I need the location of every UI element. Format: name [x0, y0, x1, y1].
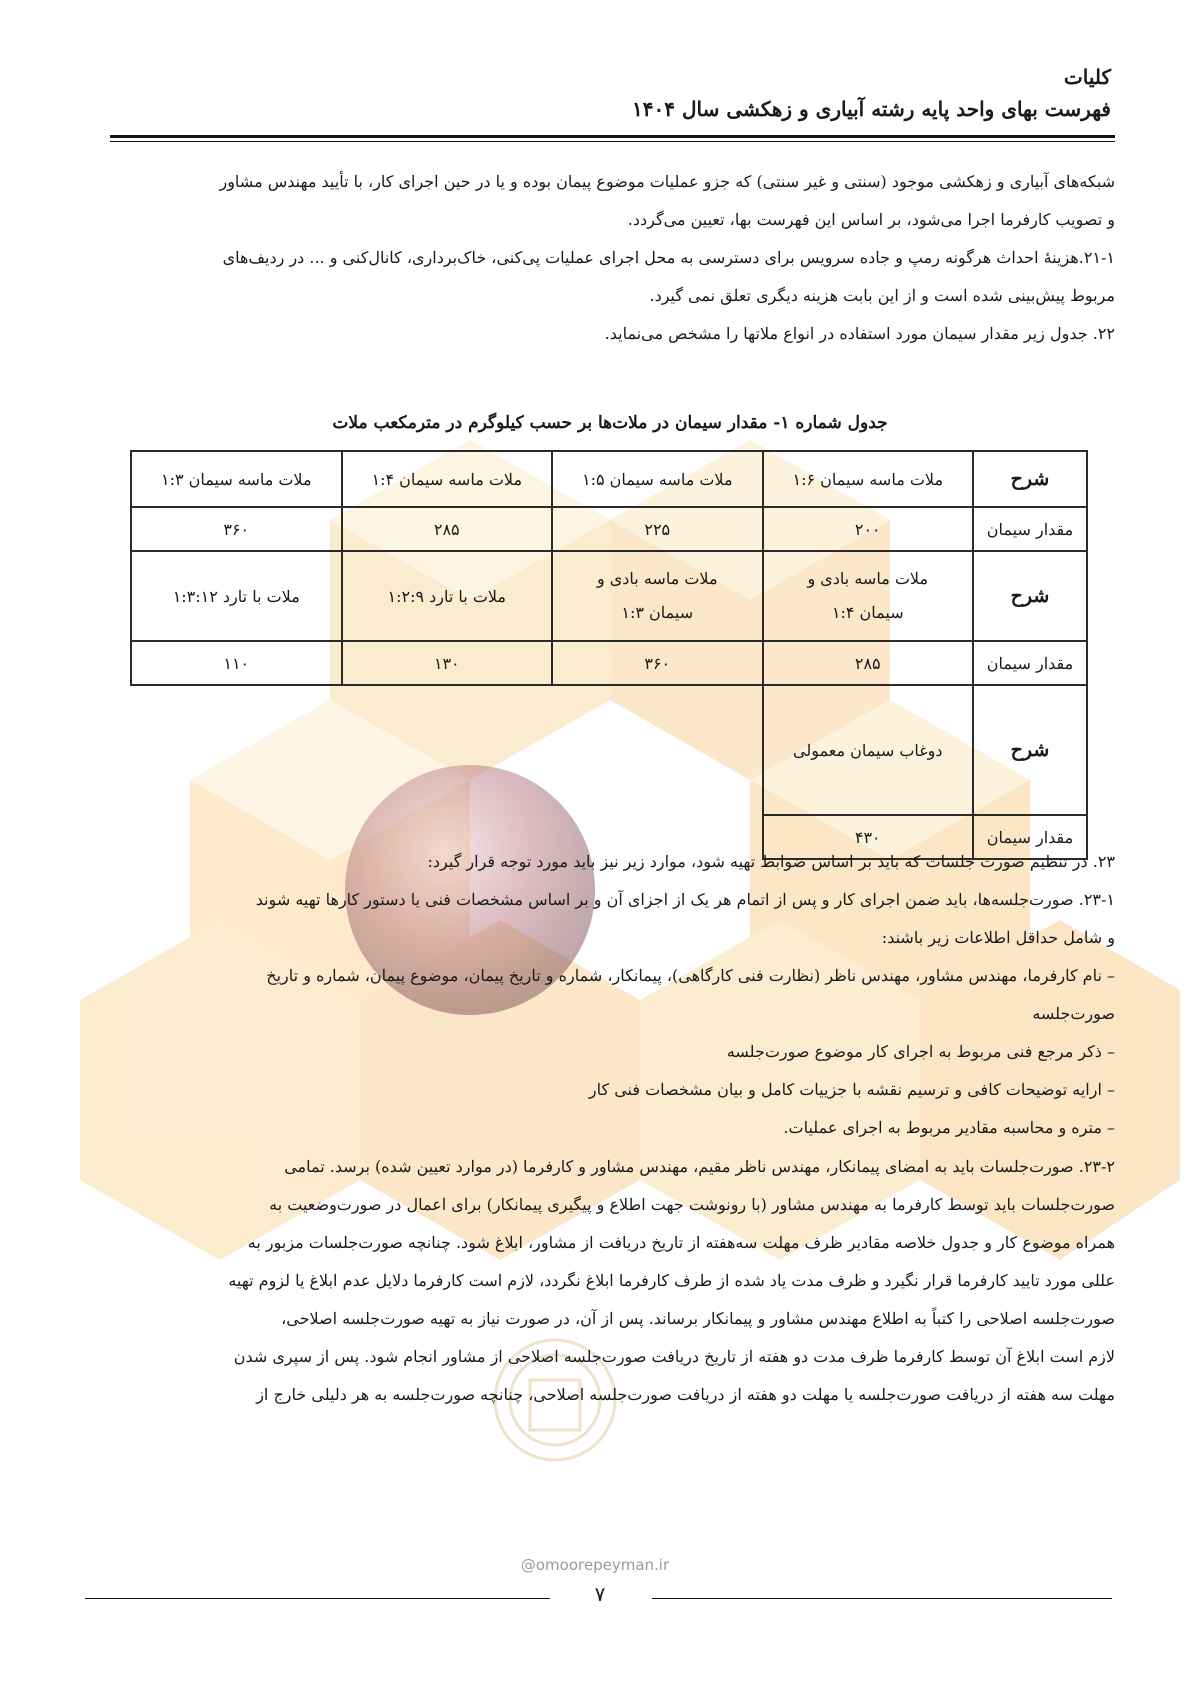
- text-line: و شامل حداقل اطلاعات زیر باشند:: [881, 928, 1115, 947]
- table-cell: ۳۶۰: [552, 641, 763, 685]
- table-cell: ۲۲۵: [552, 507, 763, 551]
- table-cell: ۳۶۰: [131, 507, 342, 551]
- footer-url: @omoorepeyman.ir: [520, 1556, 670, 1574]
- table-row: [131, 685, 1087, 815]
- text-line: ۲۳. در تنظیم صورت جلسات که باید بر اساس ضوابط تهیه شود، موارد زیر نیز باید مورد توجه قرار گیرد:: [427, 852, 1115, 871]
- table-row: [131, 641, 1087, 685]
- row-label-cement: مقدار سیمان: [973, 507, 1087, 551]
- row-label-description: شرح: [973, 551, 1087, 641]
- header-subtitle: فهرست بهای واحد پایه رشته آبیاری و زهکشی سال ۱۴۰۴: [632, 97, 1111, 121]
- cell-line: ملات ماسه بادی و: [596, 569, 718, 588]
- row-label-cement: مقدار سیمان: [973, 641, 1087, 685]
- text-line: صورت‌جلسه: [1032, 1004, 1115, 1023]
- row-label-description: شرح: [973, 685, 1087, 815]
- table-cell: ملات ماسه سیمان ۱:۵: [552, 451, 763, 507]
- page-header: [632, 62, 1111, 126]
- text-line: شبکه‌های آبیاری و زهکشی موجود (سنتی و غیر سنتی) که جزو عملیات موضوع پیمان بوده و یا در حین اجرای کار، با تأیید مهندس مشاور: [219, 172, 1115, 191]
- cell-line: سیمان ۱:۳: [621, 603, 694, 622]
- table-cell: [763, 551, 974, 641]
- table-cell: ۴۳۰: [763, 815, 974, 859]
- table-cell: ملات با تارد ۱:۳:۱۲: [131, 551, 342, 641]
- table-row: [131, 451, 1087, 507]
- text-line: – نام کارفرما، مهندس مشاور، مهندس ناظر (نظارت فنی کارگاهی)، پیمانکار، شماره و تاریخ پیمان، موضوع پیمان، شماره و تاریخ: [266, 966, 1115, 985]
- table-cell: ۲۸۵: [342, 507, 553, 551]
- text-line: و تصویب کارفرما اجرا می‌شود، بر اساس این فهرست بها، تعیین می‌گردد.: [627, 210, 1115, 229]
- text-line: مهلت سه هفته از دریافت صورت‌جلسه یا مهلت دو هفته از دریافت صورت‌جلسه اصلاحی، چنانچه صورت‌جلسه به هر دلیلی خارج از: [256, 1385, 1115, 1404]
- footer-rule-right: [652, 1598, 1112, 1599]
- text-line: ۲۳-۱. صورت‌جلسه‌ها، باید ضمن اجرای کار و پس از اتمام هر یک از اجزای آن و بر اساس مشخصات فنی یا دستور کارها تهیه شوند: [255, 890, 1115, 909]
- section-23-paragraph: [85, 843, 1115, 1147]
- text-line: همراه موضوع کار و جدول خلاصه مقادیر ظرف مهلت سه‌هفته از تاریخ دریافت از مشاور، ابلاغ شود. چنانچه صورت‌جلسات مزبور به: [247, 1233, 1115, 1252]
- table-cell: ملات ماسه سیمان ۱:۶: [763, 451, 974, 507]
- table-cell: ۱۳۰: [342, 641, 553, 685]
- text-line: – ارایه توضیحات کافی و ترسیم نقشه با جزییات کامل و بیان مشخصات فنی کار: [588, 1080, 1115, 1099]
- text-line: عللی مورد تایید کارفرما قرار نگیرد و ظرف مدت یاد شده از طرف کارفرما ابلاغ نگردد، لازم است کارفرما دلایل عدم ابلاغ یا لزوم تهیه: [228, 1271, 1115, 1290]
- text-line: ۲۲. جدول زیر مقدار سیمان مورد استفاده در انواع ملاتها را مشخص می‌نماید.: [604, 324, 1115, 343]
- header-rule-thick: [110, 135, 1115, 138]
- empty-cell: [131, 685, 763, 815]
- cell-line: ملات ماسه بادی و: [807, 569, 929, 588]
- table-caption: جدول شماره ۱- مقدار سیمان در ملات‌ها بر حسب کیلوگرم در مترمکعب ملات: [332, 413, 888, 433]
- text-line: مربوط پیش‌بینی شده است و از این بابت هزینه دیگری تعلق نمی گیرد.: [649, 286, 1115, 305]
- table-cell: دوغاب سیمان معمولی: [763, 685, 974, 815]
- row-label-description: شرح: [973, 451, 1087, 507]
- text-line: ۲۳-۲. صورت‌جلسات باید به امضای پیمانکار، مهندس ناظر مقیم، مهندس مشاور و کارفرما (در موارد تعیین شده) برسد. تمامی: [284, 1157, 1115, 1176]
- table-row: [131, 507, 1087, 551]
- cement-table: [130, 450, 1088, 860]
- text-line: – ذکر مرجع فنی مربوط به اجرای کار موضوع صورت‌جلسه: [726, 1042, 1115, 1061]
- text-line: – متره و محاسبه مقادیر مربوط به اجرای عملیات.: [783, 1118, 1115, 1137]
- text-line: صورت‌جلسه اصلاحی را کتباً به اطلاع مهندس مشاور و پیمانکار برساند. پس از آن، در صورت نیاز به تهیه صورت‌جلسه اصلاحی،: [281, 1309, 1115, 1328]
- text-line: ۲۱-۱.هزینهٔ احداث هرگونه رمپ و جاده سرویس برای دسترسی به محل اجرای عملیات پی‌کنی، خاک‌برداری، کانال‌کنی و ... در ردیف‌های: [222, 248, 1115, 267]
- page-number: ۷: [594, 1582, 606, 1606]
- text-line: صورت‌جلسات باید توسط کارفرما به مهندس مشاور (با رونوشت جهت اطلاع و پیگیری پیمانکار) برای اعمال در صورت‌وضعیت به: [269, 1195, 1115, 1214]
- table-cell: [552, 551, 763, 641]
- intro-paragraph: [85, 163, 1115, 353]
- row-label-cement: مقدار سیمان: [973, 815, 1087, 859]
- header-title: کلیات: [1063, 65, 1111, 89]
- cell-line: سیمان ۱:۴: [831, 603, 904, 622]
- table-cell: ملات ماسه سیمان ۱:۴: [342, 451, 553, 507]
- table-cell: ملات ماسه سیمان ۱:۳: [131, 451, 342, 507]
- footer-rule-left: [85, 1598, 550, 1599]
- table-cell: ۱۱۰: [131, 641, 342, 685]
- table-cell: ملات با تارد ۱:۲:۹: [342, 551, 553, 641]
- table-cell: ۲۰۰: [763, 507, 974, 551]
- table-cell: ۲۸۵: [763, 641, 974, 685]
- section-23-2-paragraph: [85, 1148, 1115, 1414]
- text-line: لازم است ابلاغ آن توسط کارفرما ظرف مدت دو هفته از تاریخ دریافت صورت‌جلسه اصلاحی از مشاور انجام شود. پس از سپری شدن: [233, 1347, 1115, 1366]
- table-row: [131, 551, 1087, 641]
- header-rule-thin: [110, 141, 1115, 142]
